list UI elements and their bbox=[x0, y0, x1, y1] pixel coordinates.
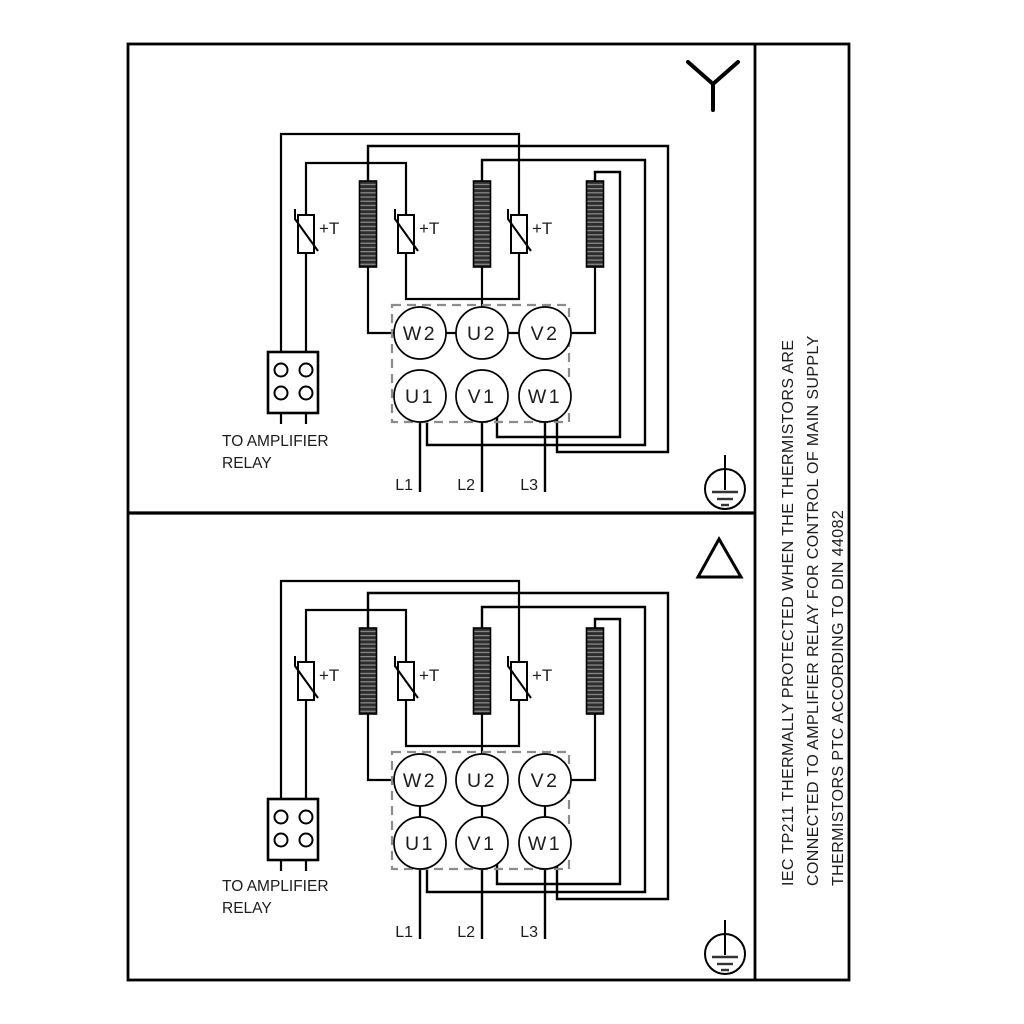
thermistor-1-label: +T bbox=[319, 219, 340, 238]
relay-note-line1: TO AMPLIFIER bbox=[222, 878, 329, 895]
winding-u bbox=[474, 628, 491, 714]
amplifier-relay-terminals bbox=[268, 352, 318, 413]
relay-note-line1: TO AMPLIFIER bbox=[222, 433, 329, 450]
amplifier-relay-terminals bbox=[268, 799, 318, 860]
side-note bbox=[780, 335, 847, 886]
relay-tail-wires bbox=[281, 413, 306, 424]
winding-w bbox=[360, 628, 377, 714]
terminal-u1-label: U1 bbox=[405, 833, 435, 855]
terminal-v2-label: V2 bbox=[530, 323, 560, 345]
thermistor-1 bbox=[295, 656, 318, 700]
terminal-w2-label: W2 bbox=[402, 770, 438, 792]
thermistor-1 bbox=[295, 209, 318, 253]
supply-l3-label: L3 bbox=[520, 477, 538, 494]
supply-l2-label: L2 bbox=[457, 924, 475, 941]
thermistor-1-label: +T bbox=[319, 666, 340, 685]
star-icon bbox=[688, 62, 738, 110]
thermistor-2 bbox=[395, 209, 418, 253]
winding-v bbox=[587, 628, 604, 714]
supply-l1-label: L1 bbox=[395, 924, 413, 941]
winding-w bbox=[360, 181, 377, 267]
terminal-w1-label: W1 bbox=[527, 833, 563, 855]
thermistor-2 bbox=[395, 656, 418, 700]
supply-l3-label: L3 bbox=[520, 924, 538, 941]
side-note-line3: THERMISTORS PTC ACCORDING TO DIN 44082 bbox=[830, 509, 847, 886]
terminal-u1-label: U1 bbox=[405, 386, 435, 408]
star-panel bbox=[222, 62, 745, 509]
thermistor-2-label: +T bbox=[419, 666, 440, 685]
delta-bridge-links bbox=[420, 806, 545, 817]
winding-u bbox=[474, 181, 491, 267]
supply-l2-label: L2 bbox=[457, 477, 475, 494]
terminal-u2-label: U2 bbox=[467, 770, 497, 792]
relay-note-line2: RELAY bbox=[222, 455, 272, 472]
supply-l1-label: L1 bbox=[395, 477, 413, 494]
side-note-line1: IEC TP211 THERMALLY PROTECTED WHEN THE THERMISTORS ARE bbox=[780, 339, 797, 886]
thermistor-3 bbox=[508, 656, 531, 700]
winding-v bbox=[587, 181, 604, 267]
terminal-v1-label: V1 bbox=[467, 833, 497, 855]
delta-icon bbox=[698, 539, 741, 577]
ground-icon bbox=[705, 920, 745, 974]
ground-icon bbox=[705, 455, 745, 509]
relay-tail-wires bbox=[281, 860, 306, 871]
terminal-v2-label: V2 bbox=[530, 770, 560, 792]
side-note-line2: CONNECTED TO AMPLIFIER RELAY FOR CONTROL OF MAIN SUPPLY bbox=[805, 335, 822, 886]
terminal-v1-label: V1 bbox=[467, 386, 497, 408]
thermistor-3-label: +T bbox=[532, 666, 553, 685]
thermistor-3-label: +T bbox=[532, 219, 553, 238]
terminal-u2-label: U2 bbox=[467, 323, 497, 345]
thermistor-3 bbox=[508, 209, 531, 253]
relay-note-line2: RELAY bbox=[222, 900, 272, 917]
delta-panel bbox=[222, 539, 745, 974]
thermistor-2-label: +T bbox=[419, 219, 440, 238]
terminal-w1-label: W1 bbox=[527, 386, 563, 408]
terminal-w2-label: W2 bbox=[402, 323, 438, 345]
